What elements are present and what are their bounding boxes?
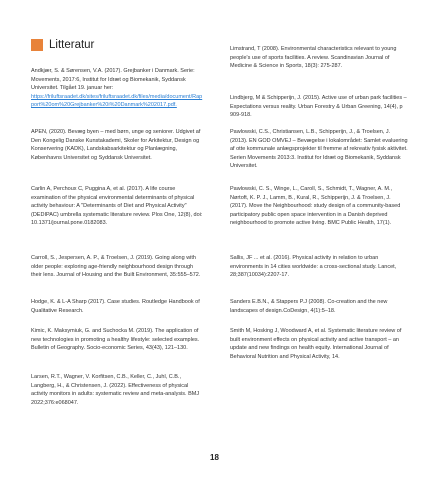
reference-item: Carlin A, Perchoux C, Puggina A, et al. (2017). A life course examination of the physical environmental determinants of physical activity behaviour: A "Determinants of Diet and Physical Activity" (DEDIPAC) umbrella systematic literature review. Plos One, 12(8), doi: 10.1371/journal.pone.0182083.	[31, 186, 203, 227]
accent-square-icon	[31, 39, 43, 51]
reference-item: Pawlowski, C. S., Winge, L., Caroll, S., Schmidt, T., Wagner, A. M., Nørtoft, K. P. J., Lamm, B., Kural, R., Schipperijn, J. & Troelsen, J. (2017). Move the Neighbourhood: study design of a community-based participatory public open space intervention in a Danish deprived neighbourhood to promote active living. BMC Public Health, 17(1).	[230, 186, 401, 227]
section-header	[31, 39, 94, 51]
reference-item: Sallis, JF ... et al. (2016). Physical activity in relation to urban environments in 14 cities worldwide: a cross-sectional study. Lancet, 28;387(10034):2207-17.	[230, 255, 397, 279]
reference-item: Hodge, K. & L-A Sharp (2017). Case studies. Routledge Handbook of Qualitative Research.	[31, 299, 200, 314]
reference-item: Larsen, R.T., Wagner, V. Korfitsen, C.B., Keller, C., Juhl, C.B., Langberg, H., & Christensen, J. (2022). Effectiveness of physical activity monitors in adults: systematic review and meta-analysis. BMJ 2022;376:e068047.	[31, 374, 200, 406]
reference-item: Sanders E.B.N., & Stappers P.J (2008). Co-creation and the new landscapes of design.CoDesign, 4(1):5–18.	[230, 299, 388, 314]
reference-item: Pawlowski, C.S., Christiansen, L.B., Schipperijn, J., & Troelsen, J. (2013). EN GOD OMVEJ – Bevægelse i lokalområdet: Samlet evaluering af otte kommunale anlægsprojekter til fremme af rekreativ fysisk aktivitet. Serien Movements 2013:3. Institut for Idræt og Biomekanik, Syddansk Universitet.	[230, 129, 408, 170]
section-title: Litteratur	[49, 39, 95, 51]
reference-item: Lindbjerg, M & Schipperijn, J. (2015). Active use of urban park facilities – Expectations versus reality. Urban Forestry & Urban Greening, 14(4), p 909-918.	[230, 95, 407, 119]
reference-item: APEN, (2020). Bevæg byen – med børn, unge og seniorer. Udgivet af Den Kongelig Danske Kunstakademi, Skoler for Arkitektur, Design og Konservering (KADK), Landskabsarkitektur og Planlægning, Københavns Universitet og Syddansk Universitet.	[31, 129, 201, 161]
reference-item: Limstrand, T (2008). Environmental characteristics relevant to young people's use of sports facilities. A review. Scandinavian Journal of Medicine & Science in Sports, 18(3): 275-287.	[230, 46, 397, 70]
reference-item: Andkjær, S. & Sørensen, V.A. (2017). Grejbanker i Danmark. Serie: Movements, 2017:6, Institut for Idræt og Biomekanik, Syddansk Universitet. Tilgået 19. januar her: https://friluftsraadet.dk/sites/friluftsraadet.dk/files/media/document/Rapport%20om%20Grejbanker%20i%20Danmark%202017.pdf.	[31, 68, 203, 109]
reference-link[interactable]: https://friluftsraadet.dk/sites/friluftsraadet.dk/files/media/document/Rapport%20om%20Grejbanker%20i%20Danmark%202017.pdf.	[31, 93, 203, 109]
page-number: 18	[210, 453, 219, 462]
reference-item: Kimic, K. Maksymiuk, G. and Suchocka M. (2019). The application of new technologies in promoting a healthy lifestyle: selected examples. Bulletin of Geography. Socio-economic Series, 43(43), 121–130.	[31, 328, 200, 352]
reference-item: Smith M, Hosking J, Woodward A, et al. Systematic literature review of built environment effects on physical activity and active transport – an update and new findings on health equity. International Journal of Behavioral Nutrition and Physical Activity, 14.	[230, 328, 402, 360]
reference-item: Carroll, S., Jespersen, A. P., & Troelsen, J. (2019). Going along with older people: exploring age-friendly neighbourhood design through their lens. Journal of Housing and the Built Environment, 35:555–572.	[31, 255, 201, 279]
